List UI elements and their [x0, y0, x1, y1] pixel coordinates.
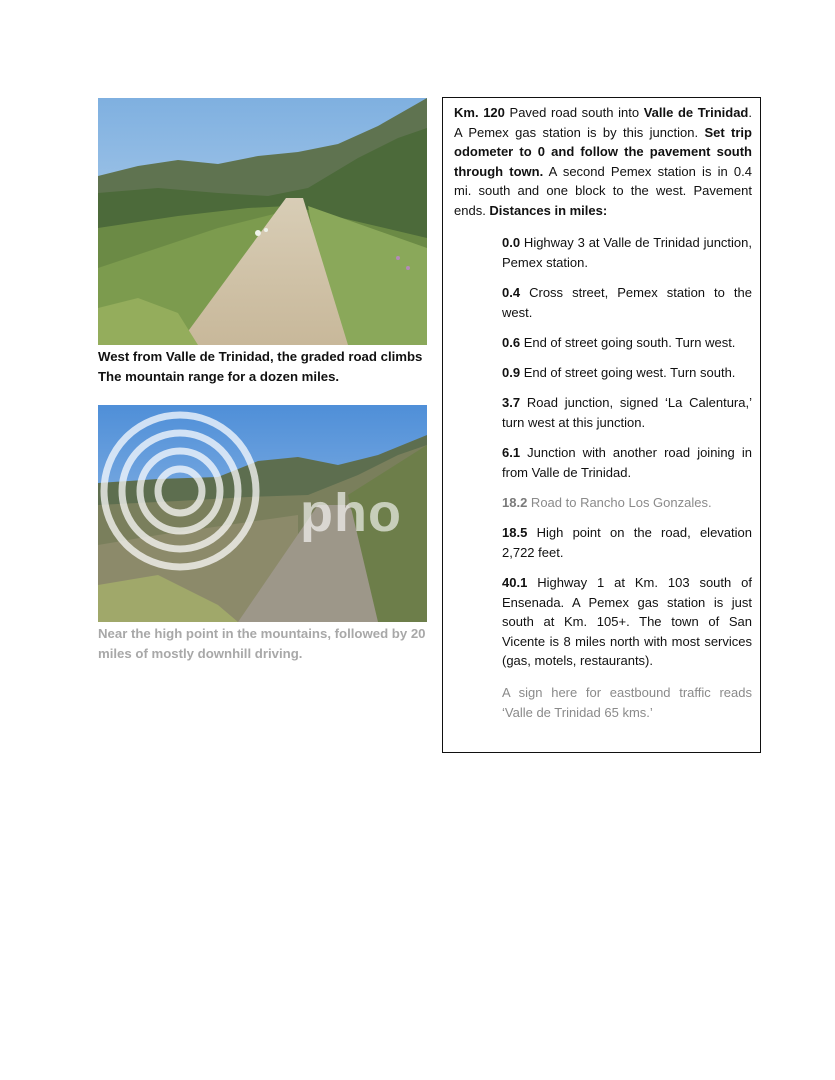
entry-text: Highway 3 at Valle de Trinidad junction, Pemex station.	[502, 235, 752, 270]
entry-text: End of street going south. Turn west.	[520, 335, 736, 350]
intro-text: . A Pemex gas station is by this junction.	[454, 105, 752, 140]
km-marker: Km. 120	[454, 105, 505, 120]
entry-text: Cross street, Pemex station to the west.	[502, 285, 752, 320]
entry-text: End of street going west. Turn south.	[520, 365, 736, 380]
entry-text: Highway 1 at Km. 103 south of Ensenada. A Pemex gas station is just south at Km. 105+. The town of San Vicente is 8 miles north with most services (gas, motels, restaurants).	[502, 575, 752, 669]
mile-value: 3.7	[502, 395, 521, 410]
road-log-box	[442, 97, 761, 753]
mile-value: 0.0	[502, 235, 521, 250]
log-entry	[502, 393, 752, 432]
entry-text: Junction with another road joining in from Valle de Trinidad.	[502, 445, 752, 480]
log-entry	[502, 333, 752, 353]
odometer-instruction: Set trip odometer to 0 and follow the pavement south through town.	[454, 124, 752, 179]
log-entry	[502, 683, 752, 722]
log-entry	[502, 443, 752, 482]
log-entry	[502, 363, 752, 383]
log-entry	[502, 493, 752, 513]
graded-road-photo	[98, 98, 427, 345]
intro-text: Paved road south into	[504, 105, 644, 120]
log-entry	[502, 233, 752, 272]
mile-value: 0.4	[502, 285, 521, 300]
entry-text: Road to Rancho Los Gonzales.	[527, 495, 712, 510]
entry-text: A sign here for eastbound traffic reads ‘Valle de Trinidad 65 kms.’	[502, 685, 752, 720]
photo-caption: Near the high point in the mountains, followed by 20 miles of mostly downhill driving.	[98, 626, 426, 661]
mile-value: 18.5	[502, 525, 528, 540]
mile-value: 0.6	[502, 335, 521, 350]
mile-value: 40.1	[502, 575, 528, 590]
distances-heading: Distances in miles:	[489, 202, 608, 218]
intro-text: A second Pemex station is in 0.4 mi. south and one block to the west. Pavement ends.	[454, 163, 753, 218]
road-log-intro	[454, 103, 752, 221]
mile-value: 0.9	[502, 365, 521, 380]
log-entry	[502, 283, 752, 322]
watermark-text: pho	[300, 483, 402, 543]
place-name: Valle de Trinidad	[643, 105, 749, 120]
log-entry	[502, 523, 752, 562]
photo-caption: West from Valle de Trinidad, the graded road climbs The mountain range for a dozen miles.	[98, 349, 423, 384]
mile-value: 18.2	[502, 495, 528, 510]
entry-text: High point on the road, elevation 2,722 feet.	[502, 525, 752, 560]
entry-text: Road junction, signed ‘La Calentura,’ turn west at this junction.	[502, 395, 752, 430]
mile-value: 6.1	[502, 445, 521, 460]
log-entry	[502, 573, 752, 671]
